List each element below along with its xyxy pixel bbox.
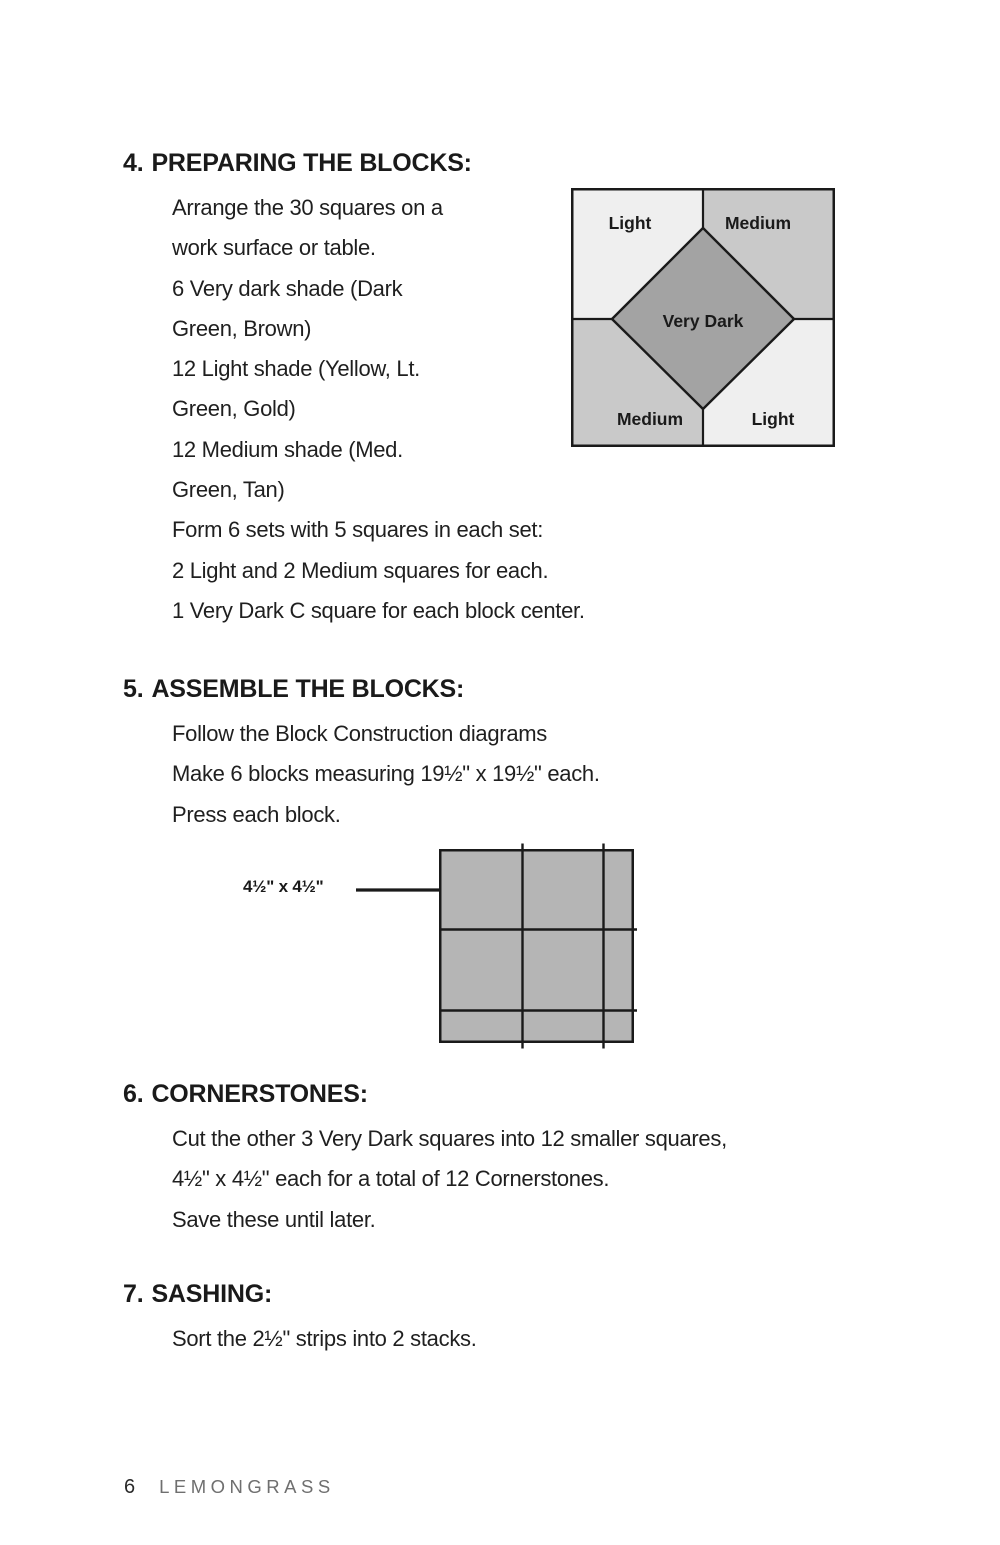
section-5-number: 5. [123,675,144,703]
text-line: 4½" x 4½" each for a total of 12 Cornerstones. [172,1166,610,1192]
quilt-block-svg [571,188,835,447]
text-line: 12 Light shade (Yellow, Lt. [172,356,420,382]
section-6-heading [123,1079,727,1109]
section-5-title: ASSEMBLE THE BLOCKS: [151,675,465,703]
text-line: Press each block. [172,801,341,827]
section-6-body [172,1119,727,1240]
text-line: Save these until later. [172,1206,376,1232]
label-bottom-left: Medium [616,409,684,429]
text-line: Green, Tan) [172,477,285,503]
label-center: Very Dark [662,311,744,331]
text-line: 6 Very dark shade (Dark [172,275,403,301]
text-line: work surface or table. [172,235,376,261]
section-7-number: 7. [123,1280,144,1308]
text-line: 1 Very Dark C square for each block center. [172,597,585,623]
text-line: Green, Brown) [172,315,312,341]
text-line: Make 6 blocks measuring 19½" x 19½" each. [172,761,600,787]
text-line: Sort the 2½" strips into 2 stacks. [172,1326,477,1351]
section-cornerstones [123,1079,727,1240]
text-line: Green, Gold) [172,396,296,422]
label-top-right: Medium [724,213,792,233]
grid-dimension-label: 4½" x 4½" [243,877,324,896]
section-sashing [123,1279,477,1359]
section-assemble-the-blocks [123,674,600,835]
section-4-number: 4. [123,149,144,177]
section-7-body [172,1319,477,1359]
text-line: Follow the Block Construction diagrams [172,721,547,746]
sewn-block-grid-diagram [438,842,643,1050]
text-line: Arrange the 30 squares on a [172,195,443,220]
section-6-number: 6. [123,1080,144,1108]
text-line: 12 Medium shade (Med. [172,436,403,462]
page-footer [124,1476,335,1499]
section-5-heading [123,674,600,704]
section-4-body [172,188,585,631]
label-top-left: Light [608,213,652,233]
section-5-body [172,714,600,835]
quilt-block-diagram [571,188,835,447]
section-7-title: SASHING: [151,1280,273,1308]
section-6-title: CORNERSTONES: [151,1080,368,1108]
text-line: 2 Light and 2 Medium squares for each. [172,557,549,583]
section-4-heading [123,148,585,178]
section-preparing-the-blocks [123,148,585,631]
text-line: Form 6 sets with 5 squares in each set: [172,517,544,543]
section-7-heading [123,1279,477,1309]
book-title: LEMONGRASS [159,1476,335,1497]
grid-svg [438,842,643,1050]
label-bottom-right: Light [751,409,795,429]
page-number: 6 [124,1476,136,1498]
section-4-title: PREPARING THE BLOCKS: [151,149,472,177]
text-line: Cut the other 3 Very Dark squares into 12 smaller squares, [172,1126,727,1151]
